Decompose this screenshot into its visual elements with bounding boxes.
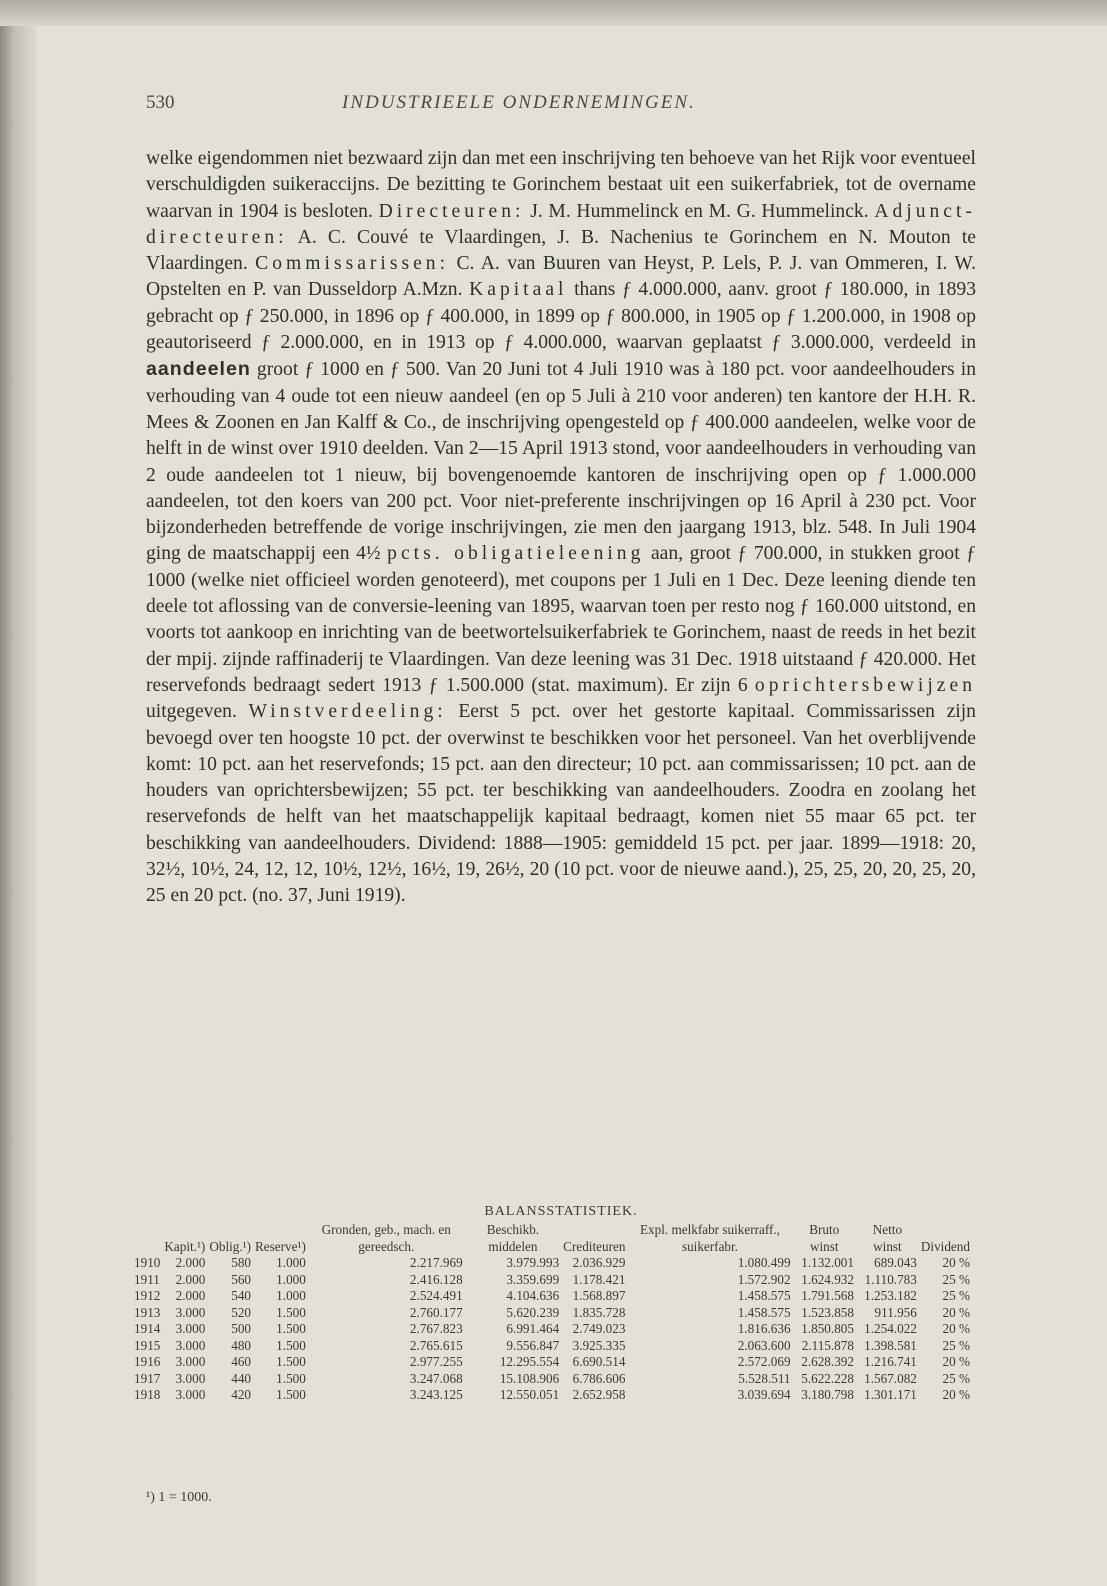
- col-header-year: [132, 1222, 162, 1255]
- oprichtersbewijzen-label: oprichtersbewijzen: [754, 674, 976, 696]
- table-cell: 1.816.636: [737, 1321, 791, 1336]
- table-cell: 2.000: [175, 1255, 206, 1270]
- table-cell: 3.000: [175, 1370, 206, 1386]
- table-cell: 20 %: [942, 1321, 970, 1336]
- body-sentence: C. A. van Buuren van Heyst, P. Lels, P. J. van Ommeren, I. W. Opstelten en P. van Dusseldorp A.Mzn.: [146, 253, 977, 301]
- table-cell: 12.295.554: [499, 1354, 560, 1369]
- table-cell: 1.458.575: [737, 1304, 791, 1320]
- table-cell: 25 %: [942, 1370, 970, 1386]
- aandeelen-term: aandeelen: [146, 358, 251, 381]
- table-cell: 1.000: [276, 1288, 306, 1303]
- table-cell: 9.556.847: [506, 1337, 560, 1353]
- table-cell: 500: [231, 1321, 252, 1336]
- page-top-edge: [0, 0, 1107, 26]
- table-cell: 2.765.615: [409, 1337, 463, 1353]
- table-cell: 2.000: [175, 1288, 206, 1303]
- table-cell: 1.254.022: [864, 1321, 917, 1336]
- table-cell: 560: [231, 1271, 252, 1287]
- obligatieleening-label: pcts. obligatieleening: [387, 543, 645, 565]
- table-cell: 1.624.932: [801, 1271, 854, 1287]
- table-cell: 6.786.606: [572, 1370, 626, 1386]
- table-cell: 4.104.636: [506, 1288, 560, 1303]
- col-header-dividend: Dividend: [920, 1238, 970, 1254]
- col-header-kapitaal: Kapit.¹): [164, 1238, 206, 1254]
- adjunct-directeuren-label: Adjunct-directeuren:: [146, 200, 976, 248]
- table-cell: 2.652.958: [572, 1387, 626, 1402]
- table-cell: 3.000: [175, 1321, 206, 1336]
- table-cell: 25 %: [942, 1337, 970, 1353]
- table-cell: 2.767.823: [409, 1321, 463, 1336]
- table-cell: 6.690.514: [572, 1354, 626, 1369]
- table-cell: 20 %: [942, 1354, 970, 1369]
- table-cell: 1.398.581: [864, 1337, 917, 1353]
- table-cell: 1.080.499: [737, 1255, 791, 1270]
- body-sentence: A. C. Couvé te Vlaardingen, J. B. Nachenius te Gorinchem en N. Mouton te Vlaardingen.: [146, 226, 976, 275]
- body-sentence: thans ƒ 4.000.000, aanv. groot ƒ 180.000, in 1893 gebracht op ƒ 250.000, in 1896 op ƒ 400.000, in 1899 op ƒ 800.000, in 1905 op ƒ 1.200.000, in 1908 op geautoriseerd ƒ 2.000.000, en in 1913 op ƒ 4.000.000, waarvan geplaatst ƒ 3.000.000, verdeeld in: [146, 279, 976, 354]
- table-cell: 1.132.001: [801, 1255, 854, 1270]
- table-cell: 1.567.082: [864, 1370, 917, 1386]
- table-row: [132, 1387, 972, 1404]
- table-cell: 1.572.902: [737, 1271, 791, 1287]
- table-cell: 1.523.858: [801, 1304, 854, 1320]
- row-year-cell: 1912: [134, 1288, 161, 1303]
- directeuren-label: Directeuren:: [378, 200, 525, 222]
- table-row: [132, 1371, 972, 1388]
- row-year-cell: 1918: [134, 1387, 161, 1402]
- table-cell: 1.500: [276, 1304, 306, 1320]
- table-cell: 911.956: [874, 1304, 917, 1320]
- table-cell: 460: [231, 1354, 252, 1369]
- table-cell: 480: [231, 1337, 252, 1353]
- table-cell: 2.416.128: [409, 1271, 463, 1287]
- table-cell: 1.500: [276, 1321, 306, 1336]
- table-cell: 2.063.600: [737, 1337, 791, 1353]
- table-cell: 2.217.969: [409, 1255, 463, 1270]
- col-header-crediteuren: Crediteuren: [563, 1238, 626, 1254]
- page-number: 530: [146, 92, 175, 113]
- table-row: [132, 1354, 972, 1371]
- col-header-beschikbare-middelen: Beschikb. middelen: [486, 1222, 540, 1254]
- table-cell: 5.620.239: [506, 1304, 560, 1320]
- table-cell: 6.991.464: [506, 1321, 560, 1336]
- col-header-obligaties: Oblig.¹): [209, 1238, 252, 1254]
- commissarissen-label: Commissarissen:: [255, 253, 450, 275]
- table-cell: 689.043: [874, 1255, 917, 1270]
- table-cell: 1.253.182: [864, 1288, 917, 1303]
- table-body: [132, 1255, 972, 1404]
- table-header-row: [132, 1222, 972, 1255]
- body-sentence: Eerst 5 pct. over het gestorte kapitaal. Commissarissen zijn bevoegd over ten hoogste 10 pct. der overwinst te beschikken voor het personeel. Van het overblijvende komt: 10 pct. aan het reservefonds; 15 pct. aan den directeur; 10 pct. aan commissarissen; 10 pct. aan de houders van oprichtersbewijzen; 55 pct. ter beschikking van aandeelhouders. Zoodra en zoolang het reservefonds de helft van het maatschappelijk kapitaal bedraagt, komen niet 55 maar 65 pct. ter beschikking van aandeelhouders. Dividend: 1888—1905: gemiddeld 15 pct. per jaar. 1899—1918: 20, 32½, 10½, 24, 12, 12, 10½, 12½, 16½, 19, 26½, 20 (10 pct. voor de nieuwe aand.), 25, 25, 20, 20, 25, 20, 25 en 20 pct. (no. 37, Juni 1919).: [146, 701, 976, 907]
- table-cell: 540: [231, 1288, 252, 1303]
- balance-statistics-table-wrap: [132, 1222, 972, 1404]
- row-year-cell: 1913: [134, 1304, 161, 1320]
- page-binding-edge: [0, 0, 36, 1586]
- body-sentence: welke eigendommen niet bezwaard zijn dan met een inschrijving ten behoeve van het Rijk voor eventueel verschuldigden suikeraccijns. De bezitting te Gorinchem bestaat uit een suikerfabriek, tot de overname waarvan in 1904 is besloten.: [146, 148, 976, 222]
- table-cell: 420: [231, 1387, 252, 1402]
- balance-statistics-table: [132, 1222, 972, 1404]
- table-cell: 2.036.929: [572, 1255, 626, 1270]
- table-cell: 3.180.798: [801, 1387, 854, 1402]
- row-year-cell: 1916: [134, 1354, 161, 1369]
- col-header-netto-winst: Netto winst: [872, 1222, 903, 1254]
- table-cell: 3.979.993: [506, 1255, 560, 1270]
- running-head: INDUSTRIEELE ONDERNEMINGEN.: [342, 92, 696, 113]
- col-header-gronden: Gronden, geb., mach. en gereedsch.: [321, 1222, 451, 1254]
- balance-statistics-title: BALANSSTATISTIEK.: [484, 1204, 638, 1219]
- table-row: [132, 1321, 972, 1338]
- row-year-cell: 1915: [134, 1337, 161, 1353]
- table-cell: 1.500: [276, 1370, 306, 1386]
- winstverdeeling-label: Winstverdeeling:: [248, 701, 447, 723]
- body-sentence: aan, groot ƒ 700.000, in stukken groot ƒ 1000 (welke niet officieel worden genoteerd), met coupons per 1 Juli en 1 Dec. Deze leening diende ten deele tot aflossing van de conversie-leening van 1895, waarvan toen per resto nog ƒ 160.000 uitstond, en voorts tot aankoop en inrichting van de beetwortelsuikerfabriek te Gorinchem, naast de reeds in het bezit der mpij. zijnde raffinaderij te Vlaardingen. Van deze leening was 31 Dec. 1918 uitstaand ƒ 420.000. Het reservefonds bedraagt sedert 1913 ƒ 1.500.000 (stat. maximum). Er zijn 6: [146, 543, 977, 696]
- table-cell: 25 %: [942, 1288, 970, 1303]
- table-cell: 3.000: [175, 1304, 206, 1320]
- table-cell: 1.850.805: [801, 1321, 854, 1336]
- table-cell: 1.178.421: [572, 1271, 626, 1287]
- table-cell: 25 %: [942, 1271, 970, 1287]
- body-sentence: uitgegeven.: [146, 701, 237, 723]
- table-cell: 2.628.392: [801, 1354, 854, 1369]
- table-cell: 2.760.177: [409, 1304, 463, 1320]
- table-cell: 2.524.491: [409, 1288, 463, 1303]
- table-cell: 1.568.897: [572, 1288, 626, 1303]
- kapitaal-label: Kapitaal: [469, 279, 568, 301]
- table-cell: 440: [231, 1370, 252, 1386]
- table-cell: 3.039.694: [737, 1387, 791, 1402]
- table-cell: 2.000: [175, 1271, 206, 1287]
- col-header-reserve: Reserve¹): [255, 1238, 306, 1254]
- table-cell: 1.500: [276, 1354, 306, 1369]
- table-cell: 1.458.575: [737, 1288, 791, 1303]
- table-cell: 3.000: [175, 1354, 206, 1369]
- table-cell: 20 %: [942, 1255, 970, 1270]
- table-cell: 1.000: [276, 1271, 306, 1287]
- table-cell: 3.925.335: [572, 1337, 626, 1353]
- col-header-exploitatie: Expl. melkfabr suikerraff., suikerfabr.: [639, 1222, 780, 1254]
- table-cell: 20 %: [942, 1304, 970, 1320]
- table-cell: 15.108.906: [499, 1370, 560, 1386]
- table-cell: 1.791.568: [801, 1288, 854, 1303]
- table-cell: 1.000: [276, 1255, 306, 1270]
- table-cell: 2.977.255: [409, 1354, 463, 1369]
- table-cell: 3.247.068: [409, 1370, 463, 1386]
- table-row: [132, 1288, 972, 1305]
- table-cell: 1.835.728: [572, 1304, 626, 1320]
- row-year-cell: 1917: [134, 1370, 161, 1386]
- body-sentence: groot ƒ 1000 en ƒ 500. Van 20 Juni tot 4 Juli 1910 was à 180 pct. voor aandeelhouders in verhouding van 4 oude tot een nieuw aandeel (en op 5 Juli à 210 voor anderen) ten kantore der H.H. R. Mees & Zoonen en Jan Kalff & Co., de inschrijving opengesteld op ƒ 400.000 aandeelen, welke voor de helft in de winst over 1910 deelden. Van 2—15 April 1913 stond, voor aandeelhouders in verhouding van 2 oude aandeelen tot 1 nieuw, bij bovengenoemde kantoren de inschrijving open op ƒ 1.000.000 aandeelen, tot den koers van 200 pct. Voor niet-preferente inschrijvingen op 16 April à 230 pct. Voor bijzonderheden betreffende de vorige inschrijvingen, zie men den jaargang 1913, blz. 548. In Juli 1904 ging de maatschappij een 4½: [146, 359, 976, 565]
- table-row: [132, 1272, 972, 1289]
- table-cell: 580: [231, 1255, 252, 1270]
- body-paragraph: [146, 146, 976, 910]
- table-cell: 1.500: [276, 1337, 306, 1353]
- table-cell: 3.243.125: [409, 1387, 463, 1402]
- table-cell: 1.216.741: [864, 1354, 917, 1369]
- page-header: [146, 92, 966, 122]
- table-cell: 12.550.051: [499, 1387, 560, 1402]
- table-cell: 5.622.228: [801, 1370, 854, 1386]
- table-cell: 520: [231, 1304, 252, 1320]
- col-header-bruto-winst: Bruto winst: [809, 1222, 840, 1254]
- row-year-cell: 1910: [134, 1255, 161, 1270]
- table-row: [132, 1305, 972, 1322]
- article-body: [146, 146, 976, 910]
- table-cell: 2.749.023: [572, 1321, 626, 1336]
- table-cell: 2.115.878: [801, 1337, 854, 1353]
- table-cell: 20 %: [942, 1387, 970, 1402]
- table-cell: 2.572.069: [737, 1354, 791, 1369]
- table-cell: 5.528.511: [738, 1370, 791, 1386]
- row-year-cell: 1911: [134, 1271, 160, 1287]
- table-cell: 1.110.783: [864, 1271, 917, 1287]
- table-row: [132, 1255, 972, 1272]
- table-cell: 3.000: [175, 1387, 206, 1402]
- table-cell: 1.500: [276, 1387, 306, 1402]
- table-row: [132, 1338, 972, 1355]
- table-cell: 3.359.699: [506, 1271, 560, 1287]
- table-cell: 1.301.171: [864, 1387, 917, 1402]
- row-year-cell: 1914: [134, 1321, 161, 1336]
- table-footnote: ¹) 1 = 1000.: [146, 1490, 212, 1505]
- table-cell: 3.000: [175, 1337, 206, 1353]
- body-sentence: J. M. Hummelinck en M. G. Hummelinck.: [530, 200, 869, 222]
